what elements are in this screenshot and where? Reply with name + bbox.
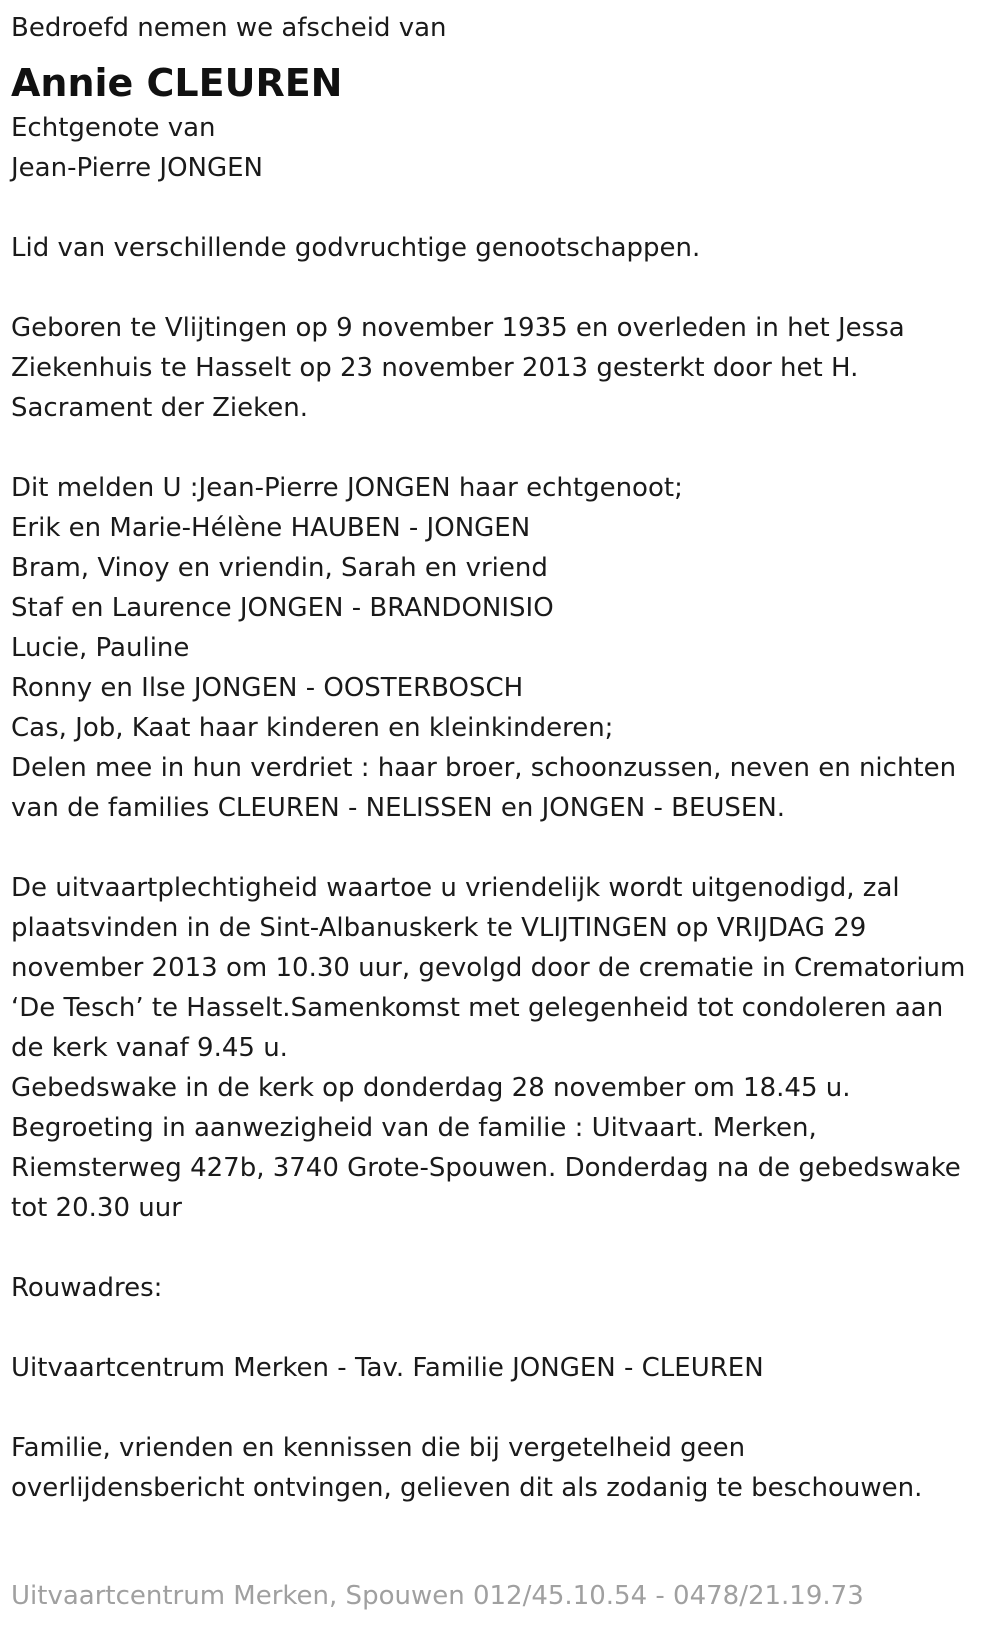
birth-death-line: Ziekenhuis te Hasselt op 23 november 2013 gesterkt door het H. [11,353,859,383]
family-line: Staf en Laurence JONGEN - BRANDONISIO [11,593,554,623]
membership-text: Lid van verschillende godvruchtige genootschappen. [11,233,701,263]
intro-text: Bedroefd nemen we afscheid van [11,13,447,43]
family-line: Bram, Vinoy en vriendin, Sarah en vriend [11,553,548,583]
family-line: Erik en Marie-Hélène HAUBEN - JONGEN [11,513,531,543]
family-line: Lucie, Pauline [11,633,190,663]
birth-death-line: Geboren te Vlijtingen op 9 november 1935 en overleden in het Jessa [11,313,905,343]
family-line: Ronny en Ilse JONGEN - OOSTERBOSCH [11,673,524,703]
family-line: Delen mee in hun verdriet : haar broer, schoonzussen, neven en nichten [11,753,957,783]
funeral-line: tot 20.30 uur [11,1193,182,1223]
spacer [11,1228,991,1268]
mourning-address-label: Rouwadres: [11,1273,163,1303]
funeral-line: ‘De Tesch’ te Hasselt.Samenkomst met gelegenheid tot condoleren aan [11,993,944,1023]
funeral-line: Riemsterweg 427b, 3740 Grote-Spouwen. Donderdag na de gebedswake [11,1153,961,1183]
funeral-home-footer: Uitvaartcentrum Merken, Spouwen 012/45.10.54 - 0478/21.19.73 [11,1581,864,1611]
spacer [11,828,991,868]
funeral-line: de kerk vanaf 9.45 u. [11,1033,288,1063]
spacer [11,188,991,228]
funeral-line: november 2013 om 10.30 uur, gevolgd door de crematie in Crematorium [11,953,966,983]
mourning-address: Uitvaartcentrum Merken - Tav. Familie JONGEN - CLEUREN [11,1353,764,1383]
spacer [11,268,991,308]
funeral-line: Begroeting in aanwezigheid van de familie : Uitvaart. Merken, [11,1113,817,1143]
closing-line: overlijdensbericht ontvingen, gelieven dit als zodanig te beschouwen. [11,1473,923,1503]
deceased-name: Annie CLEUREN [11,61,343,105]
birth-death-line: Sacrament der Zieken. [11,393,308,423]
funeral-line: De uitvaartplechtigheid waartoe u vriendelijk wordt uitgenodigd, zal [11,873,900,903]
family-line: Dit melden U :Jean-Pierre JONGEN haar echtgenoot; [11,473,683,503]
spouse-line: Echtgenote van [11,113,216,143]
spouse-name: Jean-Pierre JONGEN [11,153,264,183]
closing-line: Familie, vrienden en kennissen die bij vergetelheid geen [11,1433,746,1463]
obituary-notice [11,8,991,1508]
funeral-line: plaatsvinden in de Sint-Albanuskerk te VLIJTINGEN op VRIJDAG 29 [11,913,867,943]
spacer [11,1308,991,1348]
spacer [11,1388,991,1428]
funeral-line: Gebedswake in de kerk op donderdag 28 november om 18.45 u. [11,1073,851,1103]
family-line: Cas, Job, Kaat haar kinderen en kleinkinderen; [11,713,614,743]
family-line: van de families CLEUREN - NELISSEN en JONGEN - BEUSEN. [11,793,786,823]
spacer [11,428,991,468]
